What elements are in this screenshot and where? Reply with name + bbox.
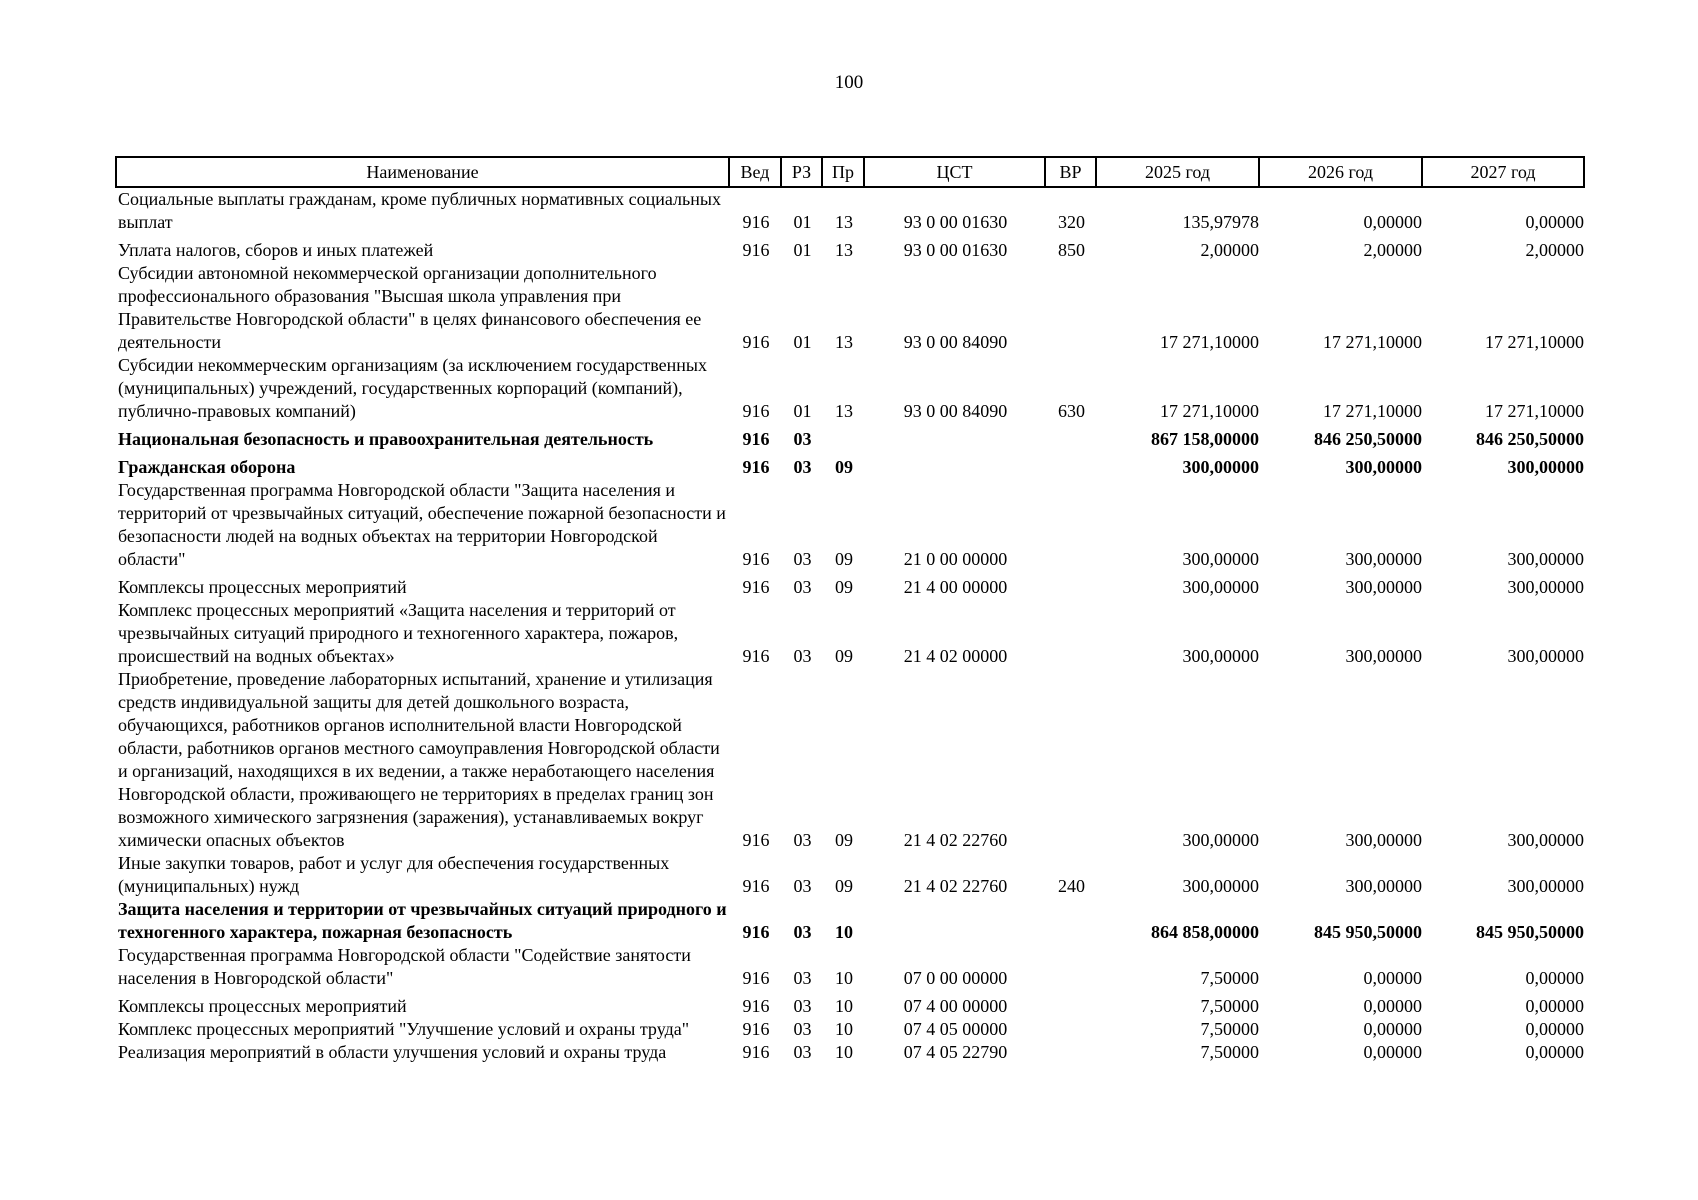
- row-name: Комплексы процессных мероприятий: [118, 577, 407, 597]
- row-2025: 300,00000: [1182, 830, 1259, 850]
- row-2027: 0,00000: [1525, 996, 1584, 1016]
- row-vr: [1045, 423, 1096, 451]
- row-name: Приобретение, проведение лабораторных испытаний, хранение и утилизация средств индивидуальной защиты для детей дошкольного возраста, обучающихся, работников органов исполнительной власти Новгородской области, работников органов местного самоуправления Новгородской области и организаций, находящихся в их ведении, а также неработающего населения Новгородской области, проживающего не территориях в пределах границ зон возможного химического загрязнения (заражения), устанавливаемых вокруг химически опасных объектов: [118, 669, 720, 850]
- table-row: [116, 262, 1584, 354]
- row-pr: 09: [835, 577, 853, 597]
- row-cst: [864, 423, 1045, 451]
- row-ved: 916: [742, 1019, 770, 1039]
- row-2025: 7,50000: [1200, 1019, 1259, 1039]
- header-2027: 2027 год: [1422, 157, 1584, 187]
- row-ved: 916: [742, 212, 770, 232]
- table-row: [116, 234, 1584, 262]
- row-2026: 300,00000: [1345, 876, 1422, 896]
- row-2025: 7,50000: [1200, 968, 1259, 988]
- table-row: [116, 990, 1584, 1018]
- table-row: [116, 571, 1584, 599]
- row-rz: 01: [793, 240, 812, 260]
- row-pr: 10: [835, 1042, 853, 1062]
- row-2026: 0,00000: [1363, 996, 1422, 1016]
- table-row: [116, 187, 1584, 234]
- row-vr: [1045, 479, 1096, 571]
- row-name: Субсидии автономной некоммерческой организации дополнительного профессионального образования "Высшая школа управления при Правительстве Новгородской области" в целях финансового обеспечения ее деятельности: [118, 263, 702, 352]
- row-pr: 09: [835, 830, 853, 850]
- row-2027: 17 271,10000: [1485, 332, 1584, 352]
- row-cst: [864, 451, 1045, 479]
- row-pr: 13: [835, 401, 853, 421]
- row-2026: 300,00000: [1345, 457, 1422, 477]
- row-rz: 03: [793, 1042, 812, 1062]
- row-2026: 2,00000: [1363, 240, 1422, 260]
- row-rz: 03: [793, 922, 812, 942]
- table-row: [116, 668, 1584, 852]
- row-2027: 0,00000: [1525, 1042, 1584, 1062]
- row-cst: 93 0 00 01630: [903, 240, 1008, 260]
- row-name: Национальная безопасность и правоохранительная деятельность: [118, 429, 654, 449]
- row-2025: 17 271,10000: [1160, 401, 1259, 421]
- row-vr: [1045, 1041, 1096, 1064]
- row-2027: 845 950,50000: [1476, 922, 1584, 942]
- row-ved: 916: [742, 332, 770, 352]
- row-pr: 10: [835, 1019, 853, 1039]
- row-2026: 300,00000: [1345, 830, 1422, 850]
- table-header-row: [116, 157, 1584, 187]
- row-rz: 03: [793, 549, 812, 569]
- row-vr: [1045, 990, 1096, 1018]
- row-2027: 300,00000: [1507, 549, 1584, 569]
- row-2025: 7,50000: [1200, 1042, 1259, 1062]
- row-name: Субсидии некоммерческим организациям (за исключением государственных (муниципальных) учреждений, государственных корпораций (компаний), публично-правовых компаний): [118, 355, 708, 421]
- row-ved: 916: [742, 968, 770, 988]
- row-name: Комплекс процессных мероприятий "Улучшение условий и охраны труда": [118, 1019, 690, 1039]
- row-cst: 07 0 00 00000: [903, 968, 1008, 988]
- row-cst: 21 4 00 00000: [903, 577, 1008, 597]
- row-2027: 0,00000: [1525, 1019, 1584, 1039]
- row-cst: [864, 898, 1045, 944]
- table-row: [116, 1018, 1584, 1041]
- row-vr: [1045, 668, 1096, 852]
- row-2025: 135,97978: [1182, 212, 1259, 232]
- row-pr: [822, 423, 864, 451]
- row-pr: 13: [835, 240, 853, 260]
- row-2026: 0,00000: [1363, 212, 1422, 232]
- row-2025: 300,00000: [1182, 577, 1259, 597]
- row-rz: 03: [793, 996, 812, 1016]
- table-row: [116, 944, 1584, 990]
- row-pr: 10: [835, 968, 853, 988]
- row-ved: 916: [742, 996, 770, 1016]
- row-vr: [1045, 944, 1096, 990]
- table-row: [116, 354, 1584, 423]
- row-2026: 846 250,50000: [1314, 429, 1422, 449]
- row-cst: 93 0 00 84090: [903, 401, 1008, 421]
- row-pr: 13: [835, 212, 853, 232]
- row-ved: 916: [742, 830, 770, 850]
- row-rz: 03: [793, 646, 812, 666]
- row-rz: 03: [793, 429, 812, 449]
- row-2025: 7,50000: [1200, 996, 1259, 1016]
- row-rz: 01: [793, 212, 812, 232]
- row-ved: 916: [742, 401, 770, 421]
- row-2027: 846 250,50000: [1476, 429, 1584, 449]
- row-cst: 93 0 00 01630: [903, 212, 1008, 232]
- row-name: Иные закупки товаров, работ и услуг для обеспечения государственных (муниципальных) нужд: [118, 853, 670, 896]
- row-vr: 630: [1058, 401, 1085, 421]
- row-name: Государственная программа Новгородской области "Защита населения и территорий от чрезвычайных ситуаций, обеспечение пожарной безопасности и безопасности людей на водных объектах на территории Новгородской области": [118, 480, 726, 569]
- row-cst: 21 4 02 00000: [903, 646, 1008, 666]
- row-pr: 13: [835, 332, 853, 352]
- page-number: 100: [834, 72, 864, 93]
- row-vr: 240: [1058, 876, 1085, 896]
- row-vr: 320: [1058, 212, 1085, 232]
- row-2025: 864 858,00000: [1151, 922, 1259, 942]
- row-2025: 300,00000: [1182, 876, 1259, 896]
- row-ved: 916: [742, 549, 770, 569]
- row-cst: 07 4 05 00000: [903, 1019, 1008, 1039]
- row-cst: 21 4 02 22760: [903, 876, 1008, 896]
- row-ved: 916: [742, 577, 770, 597]
- row-ved: 916: [742, 922, 770, 942]
- table-row: [116, 898, 1584, 944]
- row-rz: 03: [793, 830, 812, 850]
- row-2025: 300,00000: [1182, 646, 1259, 666]
- row-vr: 850: [1058, 240, 1085, 260]
- table-row: [116, 451, 1584, 479]
- row-cst: 93 0 00 84090: [903, 332, 1008, 352]
- row-2025: 300,00000: [1182, 457, 1259, 477]
- row-2027: 300,00000: [1507, 646, 1584, 666]
- row-rz: 03: [793, 457, 812, 477]
- row-2026: 0,00000: [1363, 968, 1422, 988]
- row-ved: 916: [742, 1042, 770, 1062]
- row-ved: 916: [742, 876, 770, 896]
- row-vr: [1045, 262, 1096, 354]
- row-ved: 916: [742, 457, 770, 477]
- row-2025: 2,00000: [1200, 240, 1259, 260]
- header-pr: Пр: [822, 157, 864, 187]
- row-cst: 07 4 00 00000: [903, 996, 1008, 1016]
- row-2026: 845 950,50000: [1314, 922, 1422, 942]
- table-row: [116, 852, 1584, 898]
- row-vr: [1045, 1018, 1096, 1041]
- row-pr: 09: [835, 549, 853, 569]
- table-row: [116, 423, 1584, 451]
- row-name: Государственная программа Новгородской области "Содействие занятости населения в Новгородской области": [118, 945, 691, 988]
- row-2027: 300,00000: [1507, 830, 1584, 850]
- row-2027: 300,00000: [1507, 457, 1584, 477]
- row-vr: [1045, 599, 1096, 668]
- row-2027: 0,00000: [1525, 212, 1584, 232]
- row-vr: [1045, 451, 1096, 479]
- row-name: Уплата налогов, сборов и иных платежей: [118, 240, 434, 260]
- row-rz: 03: [793, 1019, 812, 1039]
- row-2026: 300,00000: [1345, 646, 1422, 666]
- row-rz: 01: [793, 401, 812, 421]
- row-name: Комплекс процессных мероприятий «Защита населения и территорий от чрезвычайных ситуаций природного и техногенного характера, пожаров, происшествий на водных объектах»: [118, 600, 679, 666]
- table-row: [116, 479, 1584, 571]
- row-rz: 03: [793, 577, 812, 597]
- row-vr: [1045, 898, 1096, 944]
- row-ved: 916: [742, 240, 770, 260]
- row-2026: 300,00000: [1345, 577, 1422, 597]
- row-2025: 300,00000: [1182, 549, 1259, 569]
- row-cst: 07 4 05 22790: [903, 1042, 1008, 1062]
- budget-table: [115, 156, 1585, 1064]
- row-vr: [1045, 571, 1096, 599]
- header-cst: ЦСТ: [864, 157, 1045, 187]
- row-rz: 03: [793, 968, 812, 988]
- row-name: Гражданская оборона: [118, 457, 296, 477]
- row-pr: 10: [835, 996, 853, 1016]
- row-rz: 01: [793, 332, 812, 352]
- row-2026: 0,00000: [1363, 1042, 1422, 1062]
- row-cst: 21 4 02 22760: [903, 830, 1008, 850]
- row-2027: 17 271,10000: [1485, 401, 1584, 421]
- header-rz: РЗ: [781, 157, 822, 187]
- row-2027: 2,00000: [1525, 240, 1584, 260]
- row-ved: 916: [742, 646, 770, 666]
- row-2026: 17 271,10000: [1323, 332, 1422, 352]
- table-row: [116, 599, 1584, 668]
- row-2025: 867 158,00000: [1151, 429, 1259, 449]
- row-2027: 300,00000: [1507, 577, 1584, 597]
- row-pr: 10: [835, 922, 853, 942]
- row-rz: 03: [793, 876, 812, 896]
- table-row: [116, 1041, 1584, 1064]
- header-ved: Вед: [729, 157, 781, 187]
- header-name: Наименование: [116, 157, 729, 187]
- header-vr: ВР: [1045, 157, 1096, 187]
- row-2027: 0,00000: [1525, 968, 1584, 988]
- row-name: Защита населения и территории от чрезвычайных ситуаций природного и техногенного характера, пожарная безопасность: [118, 899, 727, 942]
- row-2026: 0,00000: [1363, 1019, 1422, 1039]
- row-name: Социальные выплаты гражданам, кроме публичных нормативных социальных выплат: [118, 189, 721, 232]
- row-pr: 09: [835, 646, 853, 666]
- row-name: Реализация мероприятий в области улучшения условий и охраны труда: [118, 1042, 667, 1062]
- row-pr: 09: [835, 876, 853, 896]
- header-2025: 2025 год: [1096, 157, 1259, 187]
- header-2026: 2026 год: [1259, 157, 1422, 187]
- row-cst: 21 0 00 00000: [903, 549, 1008, 569]
- row-name: Комплексы процессных мероприятий: [118, 996, 407, 1016]
- row-2026: 300,00000: [1345, 549, 1422, 569]
- row-2025: 17 271,10000: [1160, 332, 1259, 352]
- row-pr: 09: [835, 457, 853, 477]
- row-2027: 300,00000: [1507, 876, 1584, 896]
- row-2026: 17 271,10000: [1323, 401, 1422, 421]
- row-ved: 916: [742, 429, 770, 449]
